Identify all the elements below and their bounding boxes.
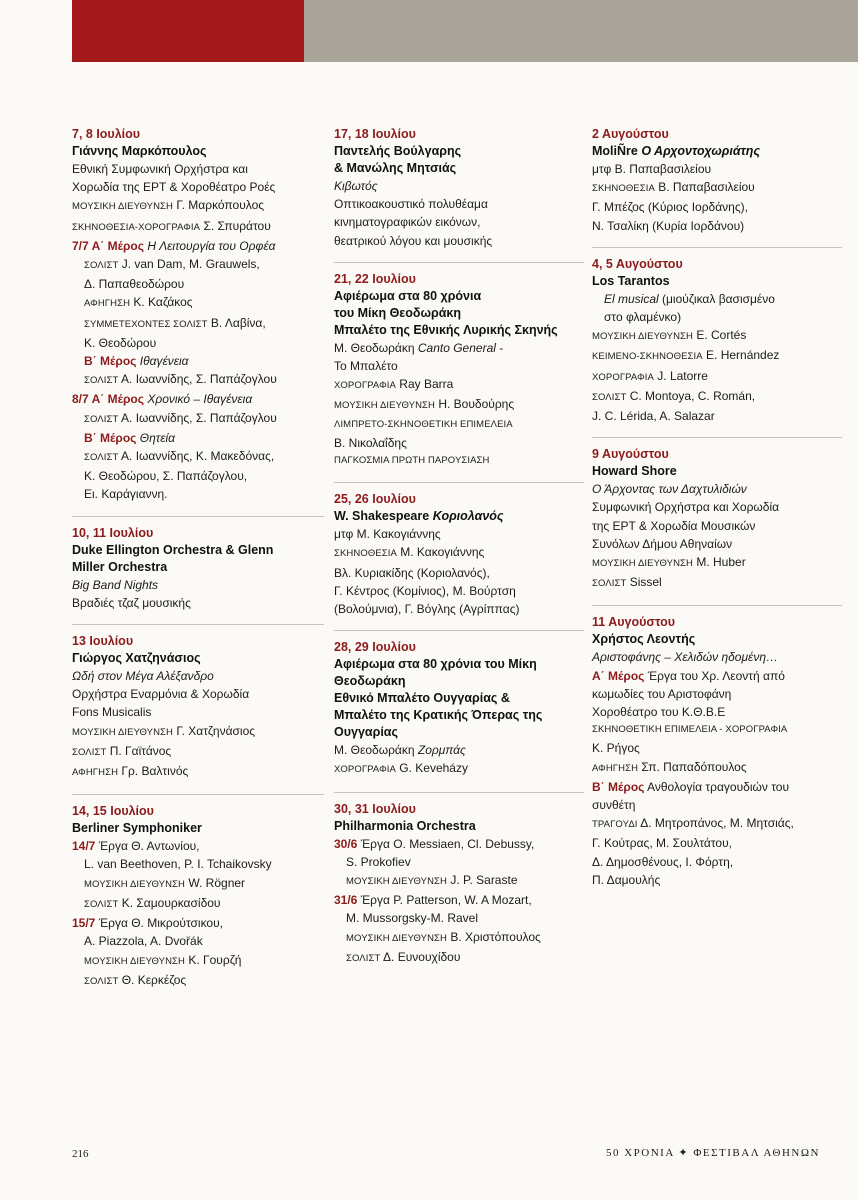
event-title: Γιώργος Χατζηνάσιος xyxy=(72,651,201,666)
header-red-band xyxy=(72,0,304,62)
event-title: Berliner Symphoniker xyxy=(72,821,202,836)
column-3 xyxy=(592,126,842,901)
event-credit: ΣΟΛΙΣΤ Sissel xyxy=(592,575,662,590)
event-line: Μ. Θεοδωράκη Ζορμπάς xyxy=(334,743,466,758)
event-moliere xyxy=(592,126,842,235)
event-los-tarantos xyxy=(592,256,842,425)
divider xyxy=(334,630,584,631)
event-credit: ΚΕΙΜΕΝΟ-ΣΚΗΝΟΘΕΣΙΑ E. Hernández xyxy=(592,348,780,363)
event-credit: ΜΟΥΣΙΚΗ ΔΙΕΥΘΥΝΣΗ E. Cortés xyxy=(592,328,747,343)
event-zorbas xyxy=(334,639,584,779)
event-title: Los Tarantos xyxy=(592,273,670,288)
event-credit: ΑΦΗΓΗΣΗ Κ. Καζάκος xyxy=(84,295,193,310)
event-big-band xyxy=(72,525,324,612)
divider xyxy=(592,605,842,606)
event-date: 2 Αυγούστου xyxy=(592,127,669,141)
event-date: 30, 31 Ιουλίου xyxy=(334,801,416,816)
event-title: Γιάννης Μαρκόπουλος xyxy=(72,144,207,158)
event-line: Κ. Θεοδώρου, Σ. Παπάζογλου, xyxy=(84,469,248,484)
event-line: της ΕΡΤ & Χορωδία Μουσικών xyxy=(592,518,756,533)
event-date: 10, 11 Ιουλίου xyxy=(72,525,154,540)
event-part: Β΄ Μέρος Ιθαγένεια xyxy=(84,354,189,369)
event-line: Big Band Nights xyxy=(72,577,159,592)
event-date: 11 Αυγούστου xyxy=(592,615,676,630)
event-line: Ωδή στον Μέγα Αλέξανδρο xyxy=(72,669,214,684)
event-credit: ΜΟΥΣΙΚΗ ΔΙΕΥΘΥΝΣΗ Η. Βουδούρης xyxy=(334,397,515,412)
event-line: Δ. Παπαθεοδώρου xyxy=(84,277,185,292)
event-credit: ΑΦΗΓΗΣΗ Γρ. Βαλτινός xyxy=(72,764,189,779)
event-line: Χοροθέατρο του Κ.Θ.Β.Ε xyxy=(592,705,726,720)
event-credit: ΜΟΥΣΙΚΗ ΔΙΕΥΘΥΝΣΗ Β. Χριστόπουλος xyxy=(346,929,541,944)
event-date: 17, 18 Ιουλίου xyxy=(334,127,416,141)
event-title: Εθνικό Μπαλέτο Ουγγαρίας & xyxy=(334,691,510,706)
divider xyxy=(334,262,584,263)
event-credit: ΣΟΛΙΣΤ Δ. Ευνουχίδου xyxy=(346,949,461,964)
column-2 xyxy=(334,126,584,980)
event-line: (Βολούμνια), Γ. Βόγλης (Αγρίππας) xyxy=(334,602,520,617)
event-part: 7/7 Α΄ Μέρος Η Λειτουργία του Ορφέα xyxy=(72,238,276,253)
event-line: J. C. Lérida, A. Salazar xyxy=(592,409,715,424)
divider xyxy=(72,794,324,795)
event-credit: ΜΟΥΣΙΚΗ ΔΙΕΥΘΥΝΣΗ M. Huber xyxy=(592,555,746,570)
event-line: 15/7 Έργα Θ. Μικρούτσικου, xyxy=(72,916,224,931)
event-credit: ΣΟΛΙΣΤ Α. Ιωαννίδης, Κ. Μακεδόνας, xyxy=(84,449,275,464)
divider xyxy=(72,516,324,517)
event-line: Βλ. Κυριακίδης (Κοριολανός), xyxy=(334,565,490,580)
event-credit: ΜΟΥΣΙΚΗ ΔΙΕΥΘΥΝΣΗ Γ. Μαρκόπουλος xyxy=(72,198,265,213)
event-credit: ΜΟΥΣΙΚΗ ΔΙΕΥΘΥΝΣΗ Κ. Γουρζή xyxy=(84,952,242,967)
event-credit: ΣΟΛΙΣΤ Π. Γαϊτάνος xyxy=(72,743,172,758)
event-line: Κιβωτός xyxy=(334,179,378,193)
column-1 xyxy=(72,126,324,1003)
event-line: Οπτικοακουστικό πολυθέαμα xyxy=(334,197,488,212)
event-line: Γ. Κέντρος (Κομίνιος), Μ. Βούρτση xyxy=(334,583,516,598)
divider xyxy=(72,624,324,625)
event-title: Χρήστος Λεοντής xyxy=(592,632,696,647)
event-line: συνθέτη xyxy=(592,798,636,813)
event-date: 25, 26 Ιουλίου xyxy=(334,492,416,507)
event-berliner xyxy=(72,803,324,991)
event-coriolanus xyxy=(334,491,584,618)
event-line: Γ. Μπέζος (Κύριος Ιορδάνης), xyxy=(592,200,748,215)
event-line: στο φλαμένκο) xyxy=(604,310,682,325)
event-credit-label: ΛΙΜΠΡΕΤΟ-ΣΚΗΝΟΘΕΤΙΚΗ ΕΠΙΜΕΛΕΙΑ xyxy=(334,418,513,430)
event-line: A. Piazzola, A. Dvořák xyxy=(84,934,203,949)
event-line: μτφ Μ. Κακογιάννης xyxy=(334,527,441,542)
event-title: Μπαλέτο της Κρατικής Όπερας της xyxy=(334,708,543,723)
event-title: Μπαλέτο της Εθνικής Λυρικής Σκηνής xyxy=(334,322,558,337)
event-date: 9 Αυγούστου xyxy=(592,447,669,462)
event-credit: ΣΥΜΜΕΤΕΧΟΝΤΕΣ ΣΟΛΙΣΤ Β. Λαβίνα, xyxy=(84,315,266,330)
event-date: 21, 22 Ιουλίου xyxy=(334,271,416,286)
event-credit: ΜΟΥΣΙΚΗ ΔΙΕΥΘΥΝΣΗ J. P. Saraste xyxy=(346,873,518,888)
event-date: 13 Ιουλίου xyxy=(72,634,134,649)
event-line: 30/6 Έργα O. Messiaen, Cl. Debussy, xyxy=(334,836,535,851)
event-title: Παντελής Βούλγαρης xyxy=(334,144,462,158)
event-line: Το Μπαλέτο xyxy=(334,359,398,374)
event-line: M. Mussorgsky-M. Ravel xyxy=(346,911,479,926)
event-credit: ΑΦΗΓΗΣΗ Σπ. Παπαδόπουλος xyxy=(592,759,747,774)
event-markopoulos xyxy=(72,126,324,504)
event-line: μτφ Β. Παπαβασιλείου xyxy=(592,162,712,176)
event-credit: ΧΟΡΟΓΡΑΦΙΑ G. Keveházy xyxy=(334,761,468,776)
event-credit: ΣΟΛΙΣΤ Θ. Κερκέζος xyxy=(84,972,187,987)
event-title: Miller Orchestra xyxy=(72,559,168,574)
event-line: Αριστοφάνης – Χελιδών ηδομένη… xyxy=(592,650,778,665)
header-gray-band xyxy=(304,0,858,62)
event-credit: ΣΚΗΝΟΘΕΣΙΑ-ΧΟΡΟΓΡΑΦΙΑ Σ. Σπυράτου xyxy=(72,218,271,233)
event-credit: ΣΚΗΝΟΘΕΣΙΑ Μ. Κακογιάννης xyxy=(334,545,485,560)
event-line: Ει. Καράγιαννη. xyxy=(84,487,168,502)
event-line: Κ. Ρήγος xyxy=(592,741,640,756)
event-line: Π. Δαμουλής xyxy=(592,872,661,887)
event-credit-label: ΠΑΓΚΟΣΜΙΑ ΠΡΩΤΗ ΠΑΡΟΥΣΙΑΣΗ xyxy=(334,455,490,467)
event-line: Εθνική Συμφωνική Ορχήστρα και xyxy=(72,162,248,176)
event-credit: ΤΡΑΓΟΥΔΙ Δ. Μητροπάνος, Μ. Μητσιάς, xyxy=(592,816,794,831)
event-credit: ΣΟΛΙΣΤ J. van Dam, M. Grauwels, xyxy=(84,257,260,272)
event-line: Fons Musicalis xyxy=(72,705,152,720)
event-part: Α΄ Μέρος Έργα του Χρ. Λεοντή από xyxy=(592,668,785,683)
event-date: 28, 29 Ιουλίου xyxy=(334,640,416,655)
event-title: MoliÑre Ο Αρχοντοχωριάτης xyxy=(592,144,760,158)
divider xyxy=(334,482,584,483)
event-credit: ΣΟΛΙΣΤ Α. Ιωαννίδης, Σ. Παπάζογλου xyxy=(84,410,277,425)
event-title: Αφιέρωμα στα 80 χρόνια του Μίκη xyxy=(334,657,537,672)
event-title: Αφιέρωμα στα 80 χρόνια xyxy=(334,288,482,303)
event-date: 4, 5 Αυγούστου xyxy=(592,256,683,271)
event-line: Ο Άρχοντας των Δαχτυλιδιών xyxy=(592,482,747,497)
event-title: του Μίκη Θεοδωράκη xyxy=(334,305,462,320)
event-credit: ΜΟΥΣΙΚΗ ΔΙΕΥΘΥΝΣΗ Γ. Χατζηνάσιος xyxy=(72,723,256,738)
divider xyxy=(592,247,842,248)
event-date: 14, 15 Ιουλίου xyxy=(72,804,154,819)
event-credit: ΣΟΛΙΣΤ Κ. Σαμουρκασίδου xyxy=(84,895,221,910)
event-credit: ΣΟΛΙΣΤ Α. Ιωαννίδης, Σ. Παπάζογλου xyxy=(84,372,277,387)
event-leontis xyxy=(592,614,842,889)
event-part: Β΄ Μέρος Θητεία xyxy=(84,430,176,445)
event-kivotos xyxy=(334,126,584,250)
event-part: Β΄ Μέρος Ανθολογία τραγουδιών του xyxy=(592,779,790,794)
event-line: Συμφωνική Ορχήστρα και Χορωδία xyxy=(592,500,780,515)
event-line: Χορωδία της ΕΡΤ & Χοροθέατρο Ροές xyxy=(72,180,276,195)
event-line: L. van Beethoven, P. I. Tchaikovsky xyxy=(84,857,272,872)
event-title: W. Shakespeare Κοριολανός xyxy=(334,509,504,524)
event-line: κινηματογραφικών εικόνων, xyxy=(334,215,481,230)
event-philharmonia xyxy=(334,801,584,968)
event-line: Βραδιές τζαζ μουσικής xyxy=(72,595,191,610)
event-line: El musical (μιούζικαλ βασισμένο xyxy=(604,291,775,306)
event-line: Ν. Τσαλίκη (Κυρία Ιορδάνου) xyxy=(592,218,745,233)
page-footer: 50 ΧΡΟΝΙΑ ✦ ΦΕΣΤΙΒΑΛ ΑΘΗΝΩΝ xyxy=(605,1147,820,1159)
event-line: Γ. Κούτρας, Μ. Σουλτάτου, xyxy=(592,836,732,851)
event-title: Ουγγαρίας xyxy=(334,725,398,740)
divider xyxy=(592,437,842,438)
divider xyxy=(334,792,584,793)
page-number: 216 xyxy=(72,1148,89,1160)
event-credit: ΧΟΡΟΓΡΑΦΙΑ J. Latorre xyxy=(592,368,708,383)
event-credit-label: ΣΚΗΝΟΘΕΤΙΚΗ ΕΠΙΜΕΛΕΙΑ - ΧΟΡΟΓΡΑΦΙΑ xyxy=(592,724,788,736)
event-line: Μ. Θεοδωράκη Canto General - xyxy=(334,340,504,355)
event-credit: ΣΟΛΙΣΤ C. Montoya, C. Román, xyxy=(592,388,756,403)
event-title: & Μανώλης Μητσιάς xyxy=(334,161,457,175)
event-line: Συνόλων Δήμου Αθηναίων xyxy=(592,536,733,551)
event-line: Ορχήστρα Εναρμόνια & Χορωδία xyxy=(72,687,250,702)
event-title: Θεοδωράκη xyxy=(334,674,406,689)
event-credit: ΜΟΥΣΙΚΗ ΔΙΕΥΘΥΝΣΗ W. Rögner xyxy=(84,875,246,890)
event-credit: ΧΟΡΟΓΡΑΦΙΑ Ray Barra xyxy=(334,377,454,392)
event-line: 31/6 Έργα P. Patterson, W. A Mozart, xyxy=(334,893,532,908)
event-howard-shore xyxy=(592,446,842,593)
event-canto-general xyxy=(334,271,584,470)
event-line: κωμωδίες του Αριστοφάνη xyxy=(592,686,732,701)
event-line: Κ. Θεοδώρου xyxy=(84,335,157,350)
event-line: Β. Νικολαΐδης xyxy=(334,435,407,450)
event-line: Δ. Δημοσθένους, Ι. Φόρτη, xyxy=(592,854,734,869)
event-line: 14/7 Έργα Θ. Αντωνίου, xyxy=(72,839,200,854)
event-title: Duke Ellington Orchestra & Glenn xyxy=(72,542,274,557)
event-line: S. Prokofiev xyxy=(346,854,411,869)
event-chatzinasios xyxy=(72,633,324,782)
event-line: θεατρικού λόγου και μουσικής xyxy=(334,233,493,248)
event-part: 8/7 Α΄ Μέρος Χρονικό – Ιθαγένεια xyxy=(72,392,253,407)
event-date: 7, 8 Ιουλίου xyxy=(72,127,141,141)
event-credit: ΣΚΗΝΟΘΕΣΙΑ Β. Παπαβασιλείου xyxy=(592,180,755,195)
event-title: Howard Shore xyxy=(592,464,677,479)
event-title: Philharmonia Orchestra xyxy=(334,818,476,833)
